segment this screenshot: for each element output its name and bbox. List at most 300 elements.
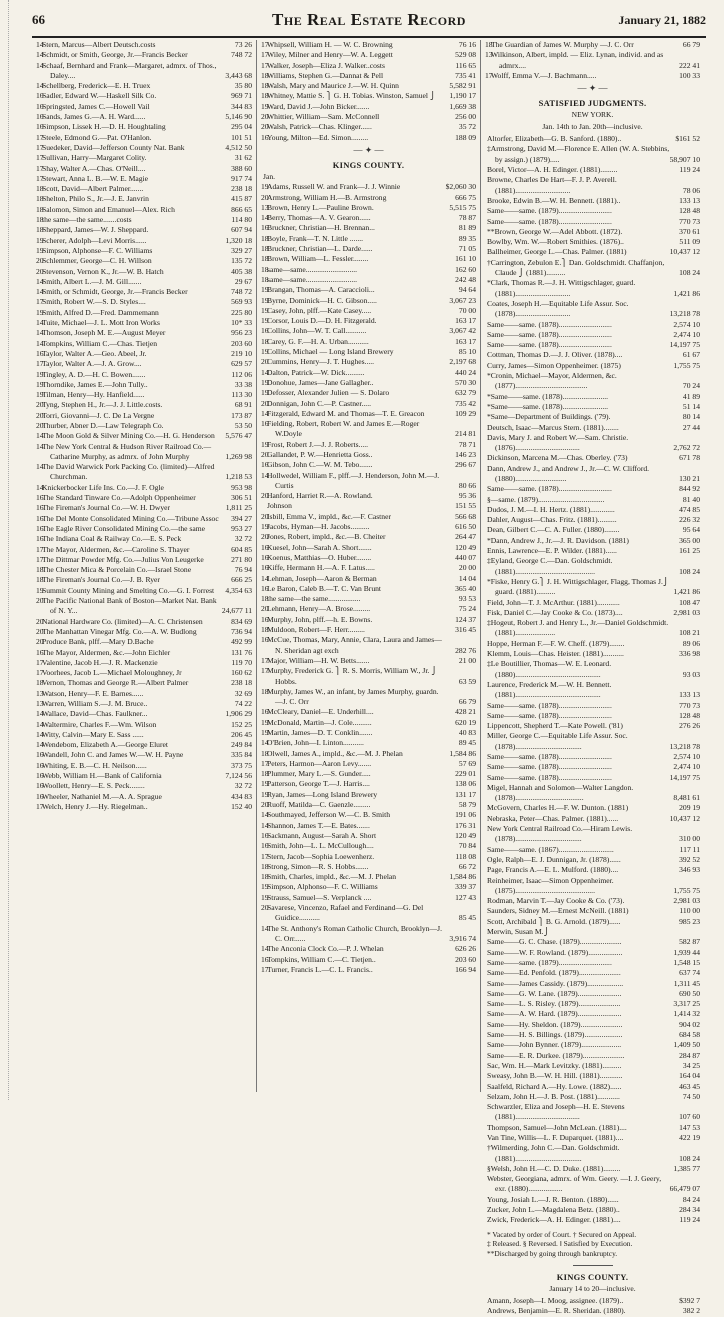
judgment-entry	[485, 948, 700, 958]
judgment-entry	[485, 361, 700, 371]
entry-amount: 373 75	[231, 760, 252, 770]
entry-day: 17	[261, 964, 269, 974]
entry-amount: 176 31	[455, 820, 476, 830]
entry-day: 17	[36, 554, 44, 564]
entry-day: 14	[36, 287, 44, 297]
kings-county-judgments	[261, 182, 476, 975]
entry-day: 17	[36, 668, 44, 678]
footnote: **Discharged by going through bankruptcy.	[487, 1249, 618, 1259]
entry-amount: $2,060 30	[445, 182, 476, 192]
entry-amount: 463 45	[679, 1081, 700, 1091]
entry-day: 19	[261, 779, 269, 789]
entry-amount: 78 71	[458, 439, 476, 449]
entry-amount: 108 21	[679, 628, 700, 638]
entry-amount: 226 32	[679, 515, 700, 525]
judgment-entry	[261, 112, 476, 122]
judgment-entry	[36, 246, 252, 256]
entry-amount: 382 2	[682, 1306, 700, 1316]
judgment-entry	[485, 1133, 700, 1143]
entry-parties: National Hardware Co. (limited)—A. C. Christensen	[42, 616, 203, 626]
entry-amount: 118 08	[455, 851, 476, 861]
entry-amount: 107 60	[679, 1112, 700, 1122]
entry-day: 14	[261, 738, 269, 748]
judgment-entry	[261, 419, 476, 440]
judgment-entry	[485, 824, 700, 845]
entry-amount: 128 48	[679, 710, 700, 720]
entry-parties: Walsh, Mary and Maurice J.—W. H. Quinn	[267, 81, 399, 91]
judgment-entry	[36, 102, 252, 112]
entry-parties: Savarese, Vincenzo, Rafael and Ferdinand—G. Del Guidice...........	[267, 903, 424, 923]
entry-amount: 282 76	[455, 645, 476, 655]
entry-parties: Brown, William—L. Fessler........	[267, 254, 369, 264]
entry-day: 17	[36, 163, 44, 173]
entry-amount: 2,574 10	[673, 319, 700, 329]
entry-amount: 20 00	[458, 563, 476, 573]
entry-day: 18	[36, 565, 44, 575]
judgment-entry	[261, 635, 476, 656]
entry-amount: 108 24	[679, 1153, 700, 1163]
entry-amount: $392 7	[679, 1296, 700, 1306]
entry-day: 20	[261, 122, 269, 132]
entry-amount: 1,584 86	[449, 872, 476, 882]
entry-day: 16	[36, 91, 44, 101]
entry-parties: Stevenson, Vernon K., Jr.—W. B. Hatch	[42, 266, 164, 276]
entry-parties: The Fireman's Journal Co.—W. H. Dwyer	[42, 503, 171, 513]
entry-amount: 492 99	[231, 637, 252, 647]
entry-day: 16	[36, 513, 44, 523]
entry-day: 16	[261, 614, 269, 624]
entry-parties: †Carrington, Zebulon E.⎫ Dan. Goldschmidt. Chaffanjon, Claude ⎭ (1881)..........	[487, 257, 665, 278]
entry-day: 16	[261, 326, 269, 336]
entry-amount: 4,512 50	[225, 142, 252, 152]
entry-amount: 152 40	[231, 801, 252, 811]
entry-parties: Selzam, John H.—J. B. Post. (1881)............	[487, 1091, 620, 1101]
entry-amount: 110 00	[679, 906, 700, 916]
entry-amount: 415 87	[231, 194, 252, 204]
judgment-entry	[485, 505, 700, 515]
judgment-entry	[261, 625, 476, 635]
judgment-entry	[36, 359, 252, 369]
entry-day: 16	[36, 503, 44, 513]
entry-parties: Defosser, Alexander Julien — S. Dolaro	[267, 388, 390, 398]
entry-day: 14	[261, 573, 269, 583]
entry-amount: 264 47	[455, 532, 476, 542]
judgment-entry	[261, 532, 476, 542]
entry-day: 17	[36, 142, 44, 152]
judgment-entry	[485, 659, 700, 680]
entry-amount: 242 48	[455, 274, 476, 284]
entry-day: 16	[261, 223, 269, 233]
judgment-entry	[261, 501, 476, 511]
entry-day: 20	[261, 357, 269, 367]
judgment-entry	[36, 771, 252, 781]
entry-parties: Fielding, Robert, Robert W. and James E.—Roger W.Doyle	[267, 419, 420, 439]
entry-amount: 85 10	[458, 347, 476, 357]
entry-amount: 13,218 78	[669, 741, 700, 751]
judgment-entry	[261, 872, 476, 882]
entry-parties: Wendebom, Elizabeth A.—George Eluret	[42, 740, 168, 750]
entry-day: 20	[36, 626, 44, 636]
entry-parties: Taylor, Walter A.—Geo. Abeel, Jr.	[42, 348, 147, 358]
entry-parties: Donohue, James—Jane Gallagher..	[267, 377, 374, 387]
entry-parties: Same——L. S. Risley. (1879)......................	[487, 999, 621, 1009]
entry-day: 16	[36, 112, 44, 122]
entry-day: 18	[36, 575, 44, 585]
judgment-entry	[485, 865, 700, 875]
judgment-entry	[36, 648, 252, 658]
entry-parties: Stern, Marcus—Albert Deutsch.costs	[42, 40, 156, 49]
entry-amount: 866 65	[231, 204, 252, 214]
entry-day: 19	[261, 728, 269, 737]
entry-day: 20	[261, 532, 269, 542]
entry-day: 19	[261, 388, 269, 398]
entry-day: 17	[36, 153, 44, 163]
entry-parties: Ward, David J.—John Bicker.......	[267, 101, 370, 111]
judgment-entry	[261, 316, 476, 326]
entry-day: 16	[261, 707, 269, 717]
judgment-entry	[485, 1123, 700, 1133]
entry-day: 16	[261, 552, 269, 562]
judgment-entry	[485, 464, 700, 485]
entry-day: 16	[261, 635, 269, 645]
entry-day: 20	[36, 637, 44, 647]
entry-parties: Woollett, Henry—E. S. Peck........	[42, 781, 145, 791]
entry-day: 14	[36, 81, 44, 91]
entry-parties: Page, Francis A.—E. L. Mulford. (1880)....	[487, 865, 619, 875]
judgment-entry	[36, 370, 252, 380]
judgment-entry	[485, 762, 700, 772]
entry-amount: 66 79	[682, 40, 700, 49]
header-rule	[32, 36, 706, 38]
judgment-entry	[36, 236, 252, 246]
judgment-entry	[261, 296, 476, 306]
entry-amount: 620 19	[455, 717, 476, 727]
entry-day: 18	[36, 204, 44, 214]
judgments-end	[485, 40, 700, 81]
entry-parties: Jones, Robert, impld., &c.—B. Cheiter	[267, 532, 386, 542]
columns	[32, 40, 706, 1316]
judgment-entry	[485, 680, 700, 701]
entry-parties: Tingley, A. D.—H. C. Bowen.......	[42, 369, 146, 379]
judgment-entry	[261, 738, 476, 748]
entry-amount: 89 45	[458, 738, 476, 748]
entry-amount: 81 40	[682, 494, 700, 504]
entry-parties: *Dann, Andrew J., Jr.—J. R. Davidson. (1881)	[487, 535, 629, 545]
entry-amount: 101 51	[231, 132, 252, 142]
entry-amount: 34 25	[682, 1060, 700, 1070]
entry-parties: Webb, William H.—Bank of California	[42, 771, 162, 781]
judgment-entry	[36, 678, 252, 688]
entry-amount: 124 37	[455, 614, 476, 624]
entry-parties: The New York Central & Hudson River Railroad Co.—Catharine Murphy, as admrx. of John Murphy	[42, 441, 212, 461]
kings-county-heading: KINGS COUNTY.	[332, 159, 405, 170]
entry-day: 14	[36, 50, 44, 60]
judgment-entry	[261, 903, 476, 924]
judgment-entry	[485, 237, 700, 247]
entry-amount: 1,939 44	[673, 947, 700, 957]
entry-amount: 422 19	[679, 1132, 700, 1142]
entry-parties: Major, William—H. W. Betts.......	[267, 655, 370, 665]
judgment-entry	[36, 91, 252, 101]
judgment-entry	[485, 917, 700, 927]
entry-parties: Field, John—T. J. McArthur. (1881)............	[487, 597, 620, 607]
entry-parties: Murphy, John, plff.—h. E. Bowns.	[267, 614, 373, 624]
entry-amount: 108 47	[679, 597, 700, 607]
entry-day: 19	[36, 369, 44, 379]
judgment-entry	[36, 277, 252, 287]
entry-day: 19	[36, 307, 44, 317]
judgment-entry	[485, 433, 700, 454]
judgment-entry	[261, 440, 476, 450]
entry-amount: 225 80	[231, 307, 252, 317]
entry-day: 19	[261, 295, 269, 305]
entry-parties: Berry, Thomas—A. V. Gearon......	[267, 213, 371, 223]
entry-amount: 1,906 29	[225, 709, 252, 719]
entry-day: 16	[261, 841, 269, 851]
entry-amount: 10,437 12	[669, 813, 700, 823]
entry-amount: 164 04	[679, 1071, 700, 1081]
entry-day: 16	[261, 132, 269, 142]
entry-day: 17	[36, 544, 44, 554]
entry-amount: 160 62	[231, 668, 252, 678]
judgment-entry	[36, 349, 252, 359]
entry-parties: Coates, Joseph H.—Equitable Life Assur. Soc. (1878).............................	[487, 298, 629, 319]
entry-amount: 735 42	[455, 398, 476, 408]
entry-parties: Shannon, James T.—E. Bates.......	[267, 820, 370, 830]
judgment-entry	[485, 330, 700, 340]
entry-day: 19	[261, 377, 269, 387]
entry-parties: Wilkinson, Albert, impld. — Eliz. Lynan, individ. and as admrx....	[491, 50, 664, 70]
entry-day: 20	[36, 596, 44, 606]
entry-parties: Simpson, Alphonso—F. C. Williams	[267, 882, 378, 892]
entry-parties: Suedeker, David—Jefferson County Nat. Bank	[42, 142, 185, 152]
entry-day: 18	[261, 91, 269, 101]
entry-day: 16	[261, 542, 269, 552]
entry-parties: ‡Le Boutillier, Thomas—W. E. Leonard. (1880).............................................	[487, 659, 612, 679]
entry-amount: 632 79	[455, 388, 476, 398]
entry-parties: O'Brien, John—I. Linton...........	[267, 738, 364, 748]
entry-parties: Smith, or Schmidt, George, Jr.—Francis Becker	[42, 287, 188, 297]
entry-amount: 14,197 75	[669, 772, 700, 782]
judgment-entry	[261, 563, 476, 573]
entry-day: 13	[36, 699, 44, 708]
entry-parties: Strong, Simon—R. S. Hobbs.......	[267, 861, 369, 871]
entry-parties: The David Warwick Pork Packing Co. (limited)—Alfred Churchman.	[42, 462, 215, 482]
entry-amount: 844 92	[679, 484, 700, 494]
entry-parties: Stern, Jacob—Sophia Loewenherz.	[267, 851, 375, 861]
judgment-entry	[485, 1143, 700, 1164]
entry-amount: 151 55	[455, 501, 476, 511]
entry-parties: The Standard Tinware Co.—Adolph Oppenheimer	[42, 493, 196, 503]
entry-amount: 109 29	[455, 408, 476, 418]
entry-parties: Taylor, Walter A.—J. A. Grow....	[42, 359, 142, 369]
judgment-entry	[36, 194, 252, 204]
judgment-entry	[36, 153, 252, 163]
judgment-entry	[485, 906, 700, 916]
entry-amount: 511 09	[679, 237, 700, 247]
entry-amount: 736 94	[231, 626, 252, 636]
entry-amount: 89 06	[682, 638, 700, 648]
entry-parties: Same——Hy. Sheldon. (1879)......................	[487, 1019, 623, 1029]
judgment-entry	[261, 378, 476, 388]
judgment-entry	[36, 575, 252, 585]
judgment-entry	[485, 618, 700, 639]
entry-amount: 2,762 72	[673, 443, 700, 453]
entry-day: 14	[261, 408, 269, 418]
judgment-entry	[36, 483, 252, 493]
entry-day: 18	[36, 225, 44, 235]
entry-parties: Davis, Mary J. and Robert W.—Sam. Christie. (1876)..................................	[487, 432, 629, 453]
judgment-entry	[261, 955, 476, 965]
judgment-entry	[261, 193, 476, 203]
entry-day: 18	[261, 254, 269, 264]
judgment-entry	[261, 759, 476, 769]
entry-day: 14	[261, 820, 269, 830]
entry-parties: The Dittmar Powder Mfg. Co.—Julius Von Leugerke	[42, 554, 204, 564]
entry-parties: Whitney, Mattie S. ⎫ G. H. Tobias. Winston, Samuel ⎭	[267, 91, 436, 101]
judgment-entry	[261, 223, 476, 233]
entry-parties: Sweasy, John B.—W. H. Hill. (1881)............	[487, 1071, 623, 1081]
entry-parties: Zucker, John L.—Magdalena Betz. (1880)..	[487, 1205, 620, 1215]
judgment-entry	[485, 999, 700, 1009]
judgment-entry	[36, 339, 252, 349]
judgment-entry	[485, 206, 700, 216]
entry-amount: 1,269 98	[225, 451, 252, 461]
judgment-entry	[485, 598, 700, 608]
judgment-entry	[485, 1040, 700, 1050]
month-label: Jan.	[263, 171, 276, 181]
entry-parties: Saalfeld, Richard A.—Hy. Lowe. (1882)......	[487, 1081, 622, 1091]
entry-parties: McCleary, Daniel—E. Underhill....	[267, 707, 374, 717]
judgment-entry	[485, 412, 700, 422]
entry-day: 18	[261, 244, 269, 254]
entry-parties: Boyle, Frank—T. N. Little .......	[267, 233, 364, 243]
entry-day: 16	[261, 830, 269, 840]
entry-amount: 73 26	[234, 40, 252, 49]
judgment-entry	[485, 845, 700, 855]
judgment-entry	[36, 534, 252, 544]
entry-amount: 1,311 45	[673, 978, 700, 988]
judgment-entry	[261, 944, 476, 954]
judgment-entry	[36, 462, 252, 483]
entry-amount: 206 45	[231, 729, 252, 739]
entry-parties: the same—the same.................	[267, 594, 361, 604]
judgment-entry	[485, 968, 700, 978]
entry-day: 20	[36, 256, 44, 266]
judgment-entry	[485, 783, 700, 804]
entry-day: 14	[261, 213, 269, 223]
entry-day: 17	[36, 132, 44, 142]
entry-day: 14	[261, 923, 269, 933]
entry-parties: Saunders, Sidney M.—Ernest McNeill. (1881)	[487, 906, 629, 916]
entry-parties: *Same——same. (1878)........................	[487, 391, 609, 401]
entry-amount: 58 79	[458, 800, 476, 810]
judgment-entry	[36, 802, 252, 812]
entry-day: 13	[261, 202, 269, 212]
entry-parties: Olwell, James A., impld., &c.—M. J. Phelan	[267, 748, 403, 758]
entry-parties: Cummins, Henry—J. T. Hughes.....	[267, 357, 375, 367]
entry-amount: 66 79	[458, 697, 476, 707]
entry-amount: 209 19	[679, 803, 700, 813]
entry-amount: 529 08	[455, 50, 476, 60]
entry-amount: 41 89	[682, 391, 700, 401]
page-edge	[0, 0, 9, 1100]
entry-amount: 13,218 78	[669, 309, 700, 319]
entry-day: 17	[261, 60, 269, 70]
entry-parties: Thomson, Joseph M. E.—August Meyer	[42, 328, 166, 338]
entry-parties: Torri, Giovanni—J. C. De La Vergne	[42, 410, 155, 420]
entry-parties: Shay, Walter A.—Chas. O'Neill....	[42, 163, 146, 173]
entry-amount: 284 34	[679, 1205, 700, 1215]
entry-parties: Same——same. (1879)............................	[487, 957, 612, 967]
entry-amount: 666 75	[455, 192, 476, 202]
entry-amount: 76 16	[458, 40, 476, 49]
entry-amount: 31 62	[234, 153, 252, 163]
entry-parties: Kiffe, Hermann H.—A. F. Latus.....	[267, 563, 375, 573]
judgment-entry	[36, 596, 252, 617]
judgment-entry	[261, 326, 476, 336]
judgment-entry	[261, 40, 476, 50]
entry-day: 19	[261, 285, 269, 295]
entry-day: 14	[36, 276, 44, 286]
entry-amount: 1,320 18	[225, 235, 252, 245]
judgment-entry	[485, 402, 700, 412]
entry-parties: Same——same. (1878)............................	[487, 319, 612, 329]
judgment-entry	[36, 761, 252, 771]
judgment-entry	[261, 615, 476, 625]
judgment-entry	[36, 267, 252, 277]
entry-amount: $161 52	[675, 134, 700, 144]
entry-amount: 474 85	[679, 504, 700, 514]
entry-parties: Altorfer, Elizabeth—G. B. Sanford. (1880)..	[487, 134, 622, 144]
entry-parties: Dudos, J. M.—I. H. Hertz. (1881).............	[487, 504, 615, 514]
judgment-entry	[36, 720, 252, 730]
entry-parties: Southmayed, Jefferson W.—C. B. Smith	[267, 810, 391, 820]
judgment-entry	[485, 731, 700, 752]
entry-amount: 21 00	[458, 655, 476, 665]
entry-parties: Same——same. (1878)............................	[487, 329, 612, 339]
judgment-entry	[485, 979, 700, 989]
entry-parties: Zwick, Frederick—A. H. Edinger. (1881)....	[487, 1215, 621, 1225]
entry-parties: Curry, James—Simon Oppenheimer. (1875)	[487, 360, 621, 370]
entry-amount: 191 06	[455, 810, 476, 820]
entry-amount: 203 60	[455, 954, 476, 964]
judgment-entry	[36, 431, 252, 441]
judgment-entry	[36, 617, 252, 627]
entry-amount: 1,811 25	[225, 503, 252, 513]
judgment-entry	[261, 574, 476, 584]
judgment-entry	[261, 790, 476, 800]
judgment-entry	[485, 1296, 700, 1306]
entry-amount: 8,481 61	[673, 793, 700, 803]
judgment-entry	[36, 699, 252, 709]
entry-amount: 392 52	[679, 854, 700, 864]
entry-parties: Patterson, George T.—J. Harris....	[267, 779, 370, 789]
judgment-entry	[261, 285, 476, 295]
entry-parties: Kuesel, John—Sarah A. Short.......	[267, 542, 372, 552]
entry-amount: 1,409 50	[673, 1040, 700, 1050]
entry-day: 14	[261, 944, 269, 954]
entry-amount: 93 03	[682, 669, 700, 679]
entry-amount: 2,197 68	[449, 357, 476, 367]
entry-day: 16	[36, 781, 44, 791]
entry-parties: Murphy, James W., an infant, by James Murphy, guardn.—J. C. Orr	[267, 686, 439, 707]
entry-parties: Schaaf, Bernhard and Frank—Margaret, admrx. of Thos., Daley....	[42, 60, 217, 80]
judgment-entry	[261, 810, 476, 820]
entry-amount: 346 93	[679, 865, 700, 875]
kings-county-satisfied-heading: KINGS COUNTY.	[556, 1272, 629, 1283]
entry-amount: 4,354 63	[225, 585, 252, 595]
